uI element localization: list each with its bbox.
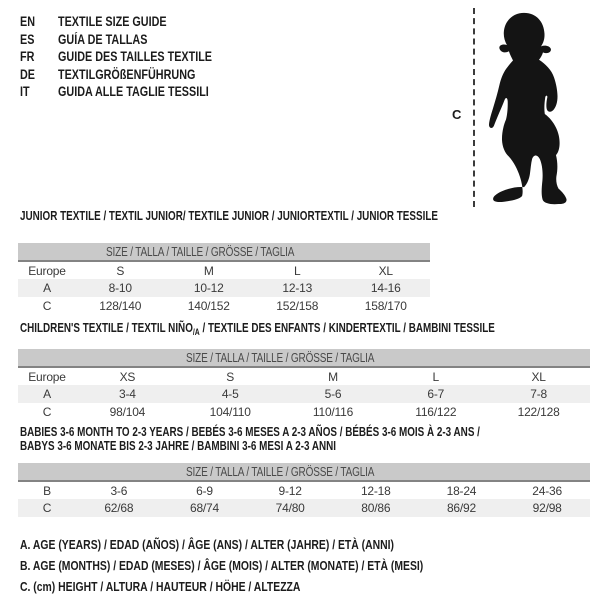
size-value-cell: M — [328, 369, 338, 384]
size-value-cell: 158/170 — [364, 299, 407, 313]
language-title: TEXTILGRÖßENFÜHRUNG — [58, 66, 196, 82]
junior-table-title: JUNIOR TEXTILE / TEXTIL JUNIOR/ TEXTILE JUNIOR / JUNIORTEXTIL / JUNIOR TESSILE — [20, 208, 438, 223]
language-code: EN — [20, 14, 36, 30]
size-header-row — [18, 349, 590, 367]
children-size-table — [18, 349, 590, 421]
table-row — [18, 261, 430, 279]
language-code: FR — [20, 49, 35, 65]
size-value-cell: L — [294, 263, 301, 278]
size-value-cell: 68/74 — [162, 499, 248, 517]
legend-line-height: C. (cm) HEIGHT / ALTURA / HAUTEUR / HÖHE / ALTEZZA — [20, 579, 301, 594]
size-value-cell: 4-5 — [179, 385, 282, 403]
size-value-cell: 110/116 — [312, 405, 354, 419]
size-value-cell: L — [432, 369, 440, 384]
size-value-cell: 3-6 — [110, 483, 128, 498]
language-title: TEXTILE SIZE GUIDE — [58, 14, 167, 30]
title-subscript: /A — [192, 327, 200, 337]
size-value-cell: M — [203, 263, 214, 278]
size-value-cell: 74/80 — [247, 499, 333, 517]
size-value-cell: 7-8 — [487, 385, 590, 403]
size-value-cell: 128/140 — [99, 299, 142, 313]
size-value-cell: 116/122 — [415, 405, 457, 419]
size-value-cell: 62/68 — [76, 499, 162, 517]
table-row — [18, 279, 430, 297]
size-value-cell: 18-24 — [446, 483, 477, 498]
legend-line-age-years: A. AGE (YEARS) / EDAD (AÑOS) / ÂGE (ANS) / ALTER (JAHRE) / ETÀ (ANNI) — [20, 537, 395, 552]
language-code: DE — [20, 66, 36, 82]
table-row — [18, 481, 590, 499]
size-header-cell: SIZE / TALLA / TAILLE / GRÖSSE / TAGLIA — [18, 243, 430, 261]
size-value-cell: 98/104 — [109, 405, 146, 419]
size-value-cell: 6-9 — [196, 483, 213, 498]
language-title: GUÍA DE TALLAS — [58, 31, 148, 47]
language-row-de — [20, 66, 251, 84]
size-value-cell: 92/98 — [504, 499, 590, 517]
baby-silhouette-icon — [482, 10, 572, 206]
size-value-cell: XL — [378, 263, 393, 278]
size-value-cell: 12-18 — [360, 483, 391, 498]
size-header-cell: SIZE / TALLA / TAILLE / GRÖSSE / TAGLIA — [18, 349, 590, 367]
size-value-cell: 12-13 — [253, 279, 342, 297]
language-title: GUIDE DES TAILLES TEXTILE — [58, 49, 213, 65]
row-label-cell: A — [18, 385, 76, 403]
size-value-cell: 5-6 — [282, 385, 385, 403]
row-label-cell: Europe — [28, 263, 66, 278]
size-value-cell: 140/152 — [187, 299, 230, 313]
size-value-cell: 152/158 — [276, 299, 319, 313]
table-row — [18, 367, 590, 385]
size-value-cell: 24-36 — [532, 483, 562, 498]
table-row — [18, 499, 590, 517]
language-code: ES — [20, 31, 35, 47]
row-label-cell: Europe — [28, 369, 66, 384]
language-row-fr — [20, 48, 251, 66]
table-row — [18, 385, 590, 403]
row-label-cell: A — [18, 279, 76, 297]
size-header-row — [18, 463, 590, 481]
size-value-cell: 10-12 — [165, 279, 254, 297]
height-measure-dashed-line — [473, 8, 475, 207]
legend-line-age-months: B. AGE (MONTHS) / EDAD (MESES) / ÂGE (MOIS) / ALTER (MONATE) / ETÀ (MESI) — [20, 558, 424, 573]
size-header-cell: SIZE / TALLA / TAILLE / GRÖSSE / TAGLIA — [18, 463, 590, 481]
row-label-cell: C — [42, 405, 52, 419]
size-value-cell: 14-16 — [342, 279, 431, 297]
size-value-cell: 122/128 — [517, 405, 560, 419]
language-row-es — [20, 31, 251, 49]
language-row-en — [20, 13, 251, 31]
size-value-cell: XL — [531, 369, 546, 384]
size-value-cell: XS — [119, 369, 136, 384]
size-value-cell: 80/86 — [333, 499, 419, 517]
language-title: GUIDA ALLE TAGLIE TESSILI — [58, 84, 209, 100]
size-value-cell: 8-10 — [76, 279, 165, 297]
children-table-title: CHILDREN'S TEXTILE / TEXTIL $NIÑO_{/A}$ / TEXTILE DES ENFANTS / KINDERTEXTIL / BAMBINI TESSILE — [20, 320, 495, 337]
row-label-cell: C — [42, 299, 52, 313]
size-value-cell: S — [116, 263, 125, 278]
babies-table-title: BABIES 3-6 MONTH TO 2-3 YEARS / BEBÉS 3-6 MESES A 2-3 AÑOS / BÉBÉS 3-6 MOIS À 2-3 ANS / BABYS 3-6 MONATE BIS 2-3 JAHRE / BAMBINI 3-6 MESI A 2-3 ANNI — [20, 424, 480, 453]
language-code: IT — [20, 84, 30, 100]
row-label-cell: B — [43, 483, 51, 498]
size-value-cell: 3-4 — [76, 385, 179, 403]
size-value-cell: 9-12 — [278, 483, 302, 498]
row-label-cell: C — [18, 499, 76, 517]
size-header-row — [18, 243, 430, 261]
size-value-cell: 104/110 — [209, 405, 251, 419]
language-row-it — [20, 83, 251, 101]
height-measure-label: C — [452, 107, 462, 122]
size-value-cell: 6-7 — [384, 385, 487, 403]
size-value-cell: S — [226, 369, 235, 384]
size-value-cell: 86/92 — [419, 499, 505, 517]
junior-size-table — [18, 243, 430, 315]
babies-size-table — [18, 463, 590, 517]
table-row — [18, 403, 590, 421]
language-title-list — [20, 13, 251, 101]
table-row — [18, 297, 430, 315]
